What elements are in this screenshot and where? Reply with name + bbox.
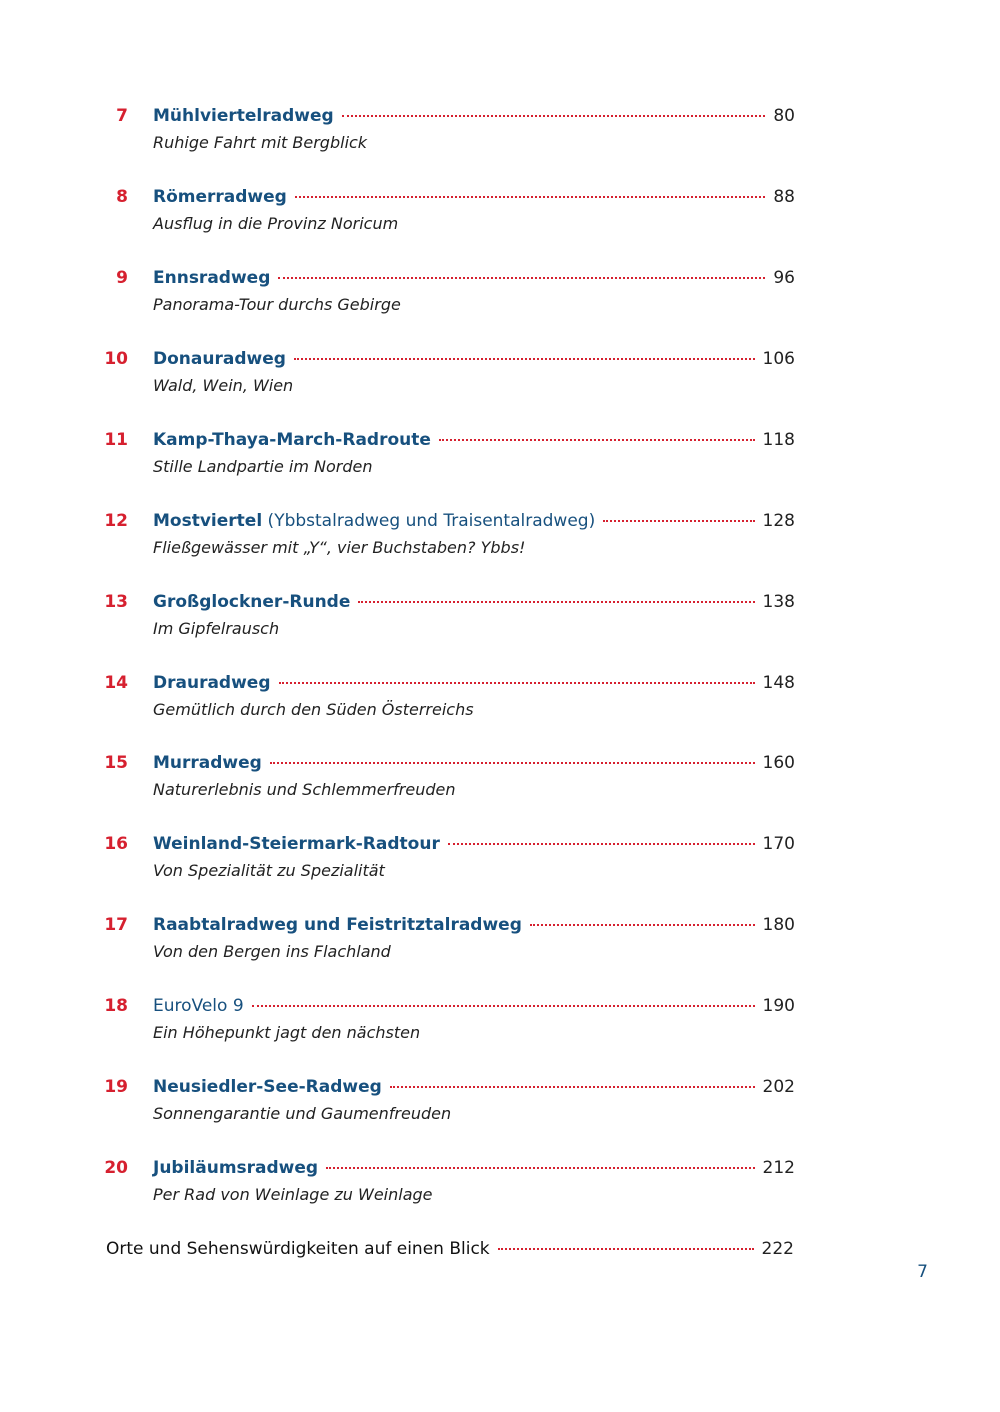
dot-leader <box>448 842 755 845</box>
entry-subtitle: Naturerlebnis und Schlemmerfreuden <box>153 780 456 799</box>
entry-title <box>153 266 270 290</box>
entry-title <box>153 671 271 695</box>
dot-leader <box>279 681 755 684</box>
dot-leader <box>294 357 755 360</box>
toc-entry[interactable] <box>0 751 1000 811</box>
entry-title <box>153 509 595 533</box>
entry-line <box>153 590 795 614</box>
entry-number: 12 <box>104 511 128 531</box>
entry-title-extra: (Ybbstalradweg und Traisentalradweg) <box>262 511 596 531</box>
toc-entry[interactable] <box>0 104 1000 164</box>
entry-title-main: Neusiedler-See-Radweg <box>153 1077 382 1097</box>
toc-entry[interactable] <box>0 590 1000 650</box>
entry-title <box>153 590 350 614</box>
entry-number: 17 <box>104 915 128 935</box>
entry-line <box>153 1156 795 1180</box>
entry-number: 7 <box>116 106 128 126</box>
toc-entry[interactable] <box>0 913 1000 973</box>
entry-subtitle: Gemütlich durch den Süden Österreichs <box>153 700 474 719</box>
entry-subtitle: Von den Bergen ins Flachland <box>153 942 391 961</box>
entry-title <box>153 751 262 775</box>
entry-page: 106 <box>762 349 795 369</box>
entry-subtitle: Ein Höhepunkt jagt den nächsten <box>153 1023 421 1042</box>
entry-line <box>153 104 795 128</box>
entry-subtitle: Von Spezialität zu Spezialität <box>153 861 385 880</box>
toc-entry[interactable] <box>0 185 1000 245</box>
toc-entry[interactable] <box>0 832 1000 892</box>
entry-number: 18 <box>104 996 128 1016</box>
toc-entry-index[interactable] <box>106 1237 794 1261</box>
dot-leader <box>252 1004 755 1007</box>
entry-number: 8 <box>116 187 128 207</box>
entry-number: 20 <box>104 1158 128 1178</box>
index-title: Orte und Sehenswürdigkeiten auf einen Blick <box>106 1239 490 1259</box>
entry-line <box>153 994 795 1018</box>
entry-page: 170 <box>762 834 795 854</box>
entry-line <box>153 509 795 533</box>
entry-title <box>153 428 431 452</box>
entry-subtitle: Ausflug in die Provinz Noricum <box>153 214 399 233</box>
dot-leader <box>603 519 754 522</box>
dot-leader <box>498 1247 754 1250</box>
entry-line <box>153 185 795 209</box>
entry-title <box>153 994 244 1018</box>
entry-subtitle: Ruhige Fahrt mit Bergblick <box>153 133 368 152</box>
entry-page: 202 <box>762 1077 795 1097</box>
entry-line <box>153 428 795 452</box>
entry-subtitle: Sonnengarantie und Gaumenfreuden <box>153 1104 452 1123</box>
entry-line <box>153 751 795 775</box>
entry-page: 88 <box>773 187 795 207</box>
entry-page: 148 <box>762 673 795 693</box>
toc-entry[interactable] <box>0 266 1000 326</box>
entry-number: 15 <box>104 753 128 773</box>
toc-entry[interactable] <box>0 1156 1000 1216</box>
dot-leader <box>530 923 755 926</box>
entry-page: 190 <box>762 996 795 1016</box>
entry-page: 118 <box>762 430 795 450</box>
entry-title-main: Römerradweg <box>153 187 287 207</box>
dot-leader <box>278 276 765 279</box>
index-page: 222 <box>761 1239 794 1259</box>
entry-title-main: Drauradweg <box>153 673 271 693</box>
entry-number: 16 <box>104 834 128 854</box>
entry-line <box>153 671 795 695</box>
entry-title-main: EuroVelo 9 <box>153 996 244 1016</box>
dot-leader <box>358 600 754 603</box>
entry-title-main: Raabtalradweg und Feistritztalradweg <box>153 915 522 935</box>
entry-subtitle: Fließgewässer mit „Y“, vier Buchstaben? Ybbs! <box>153 538 526 557</box>
entry-title <box>153 185 287 209</box>
entry-line <box>153 347 795 371</box>
dot-leader <box>326 1166 754 1169</box>
entry-page: 160 <box>762 753 795 773</box>
toc-entry[interactable] <box>0 671 1000 731</box>
entry-title-main: Mostviertel <box>153 511 263 531</box>
dot-leader <box>270 761 755 764</box>
entry-number: 13 <box>104 592 128 612</box>
entry-subtitle: Im Gipfelrausch <box>153 619 280 638</box>
entry-line <box>153 266 795 290</box>
entry-title <box>153 1156 318 1180</box>
toc-entry[interactable] <box>0 347 1000 407</box>
page-number: 7 <box>917 1262 928 1282</box>
entry-title <box>153 347 286 371</box>
entry-title-main: Murradweg <box>153 753 262 773</box>
toc-entry[interactable] <box>0 994 1000 1054</box>
entry-title <box>153 104 334 128</box>
entry-title-main: Mühlviertelradweg <box>153 106 334 126</box>
dot-leader <box>295 195 766 198</box>
toc-entry[interactable] <box>0 509 1000 569</box>
entry-subtitle: Wald, Wein, Wien <box>153 376 294 395</box>
entry-title-main: Großglockner-Runde <box>153 592 351 612</box>
entry-page: 138 <box>762 592 795 612</box>
entry-title <box>153 1075 382 1099</box>
entry-line <box>153 832 795 856</box>
entry-title <box>153 913 522 937</box>
toc-entry[interactable] <box>0 1075 1000 1135</box>
dot-leader <box>390 1085 755 1088</box>
entry-number: 11 <box>104 430 128 450</box>
entry-subtitle: Panorama-Tour durchs Gebirge <box>153 295 401 314</box>
entry-page: 180 <box>762 915 795 935</box>
entry-page: 80 <box>773 106 795 126</box>
entry-number: 9 <box>116 268 128 288</box>
entry-line <box>153 1075 795 1099</box>
entry-page: 212 <box>762 1158 795 1178</box>
dot-leader <box>342 114 766 117</box>
dot-leader <box>439 438 755 441</box>
entry-title-main: Donauradweg <box>153 349 286 369</box>
entry-number: 10 <box>104 349 128 369</box>
entry-subtitle: Per Rad von Weinlage zu Weinlage <box>153 1185 433 1204</box>
entry-number: 14 <box>104 673 128 693</box>
entry-title <box>153 832 440 856</box>
entry-number: 19 <box>104 1077 128 1097</box>
entry-subtitle: Stille Landpartie im Norden <box>153 457 373 476</box>
toc-entry[interactable] <box>0 428 1000 488</box>
entry-title-main: Ennsradweg <box>153 268 271 288</box>
entry-title-main: Kamp-Thaya-March-Radroute <box>153 430 431 450</box>
entry-title-main: Jubiläumsradweg <box>153 1158 319 1178</box>
entry-page: 96 <box>773 268 795 288</box>
entry-page: 128 <box>762 511 795 531</box>
entry-title-main: Weinland-Steiermark-Radtour <box>153 834 440 854</box>
entry-line <box>153 913 795 937</box>
